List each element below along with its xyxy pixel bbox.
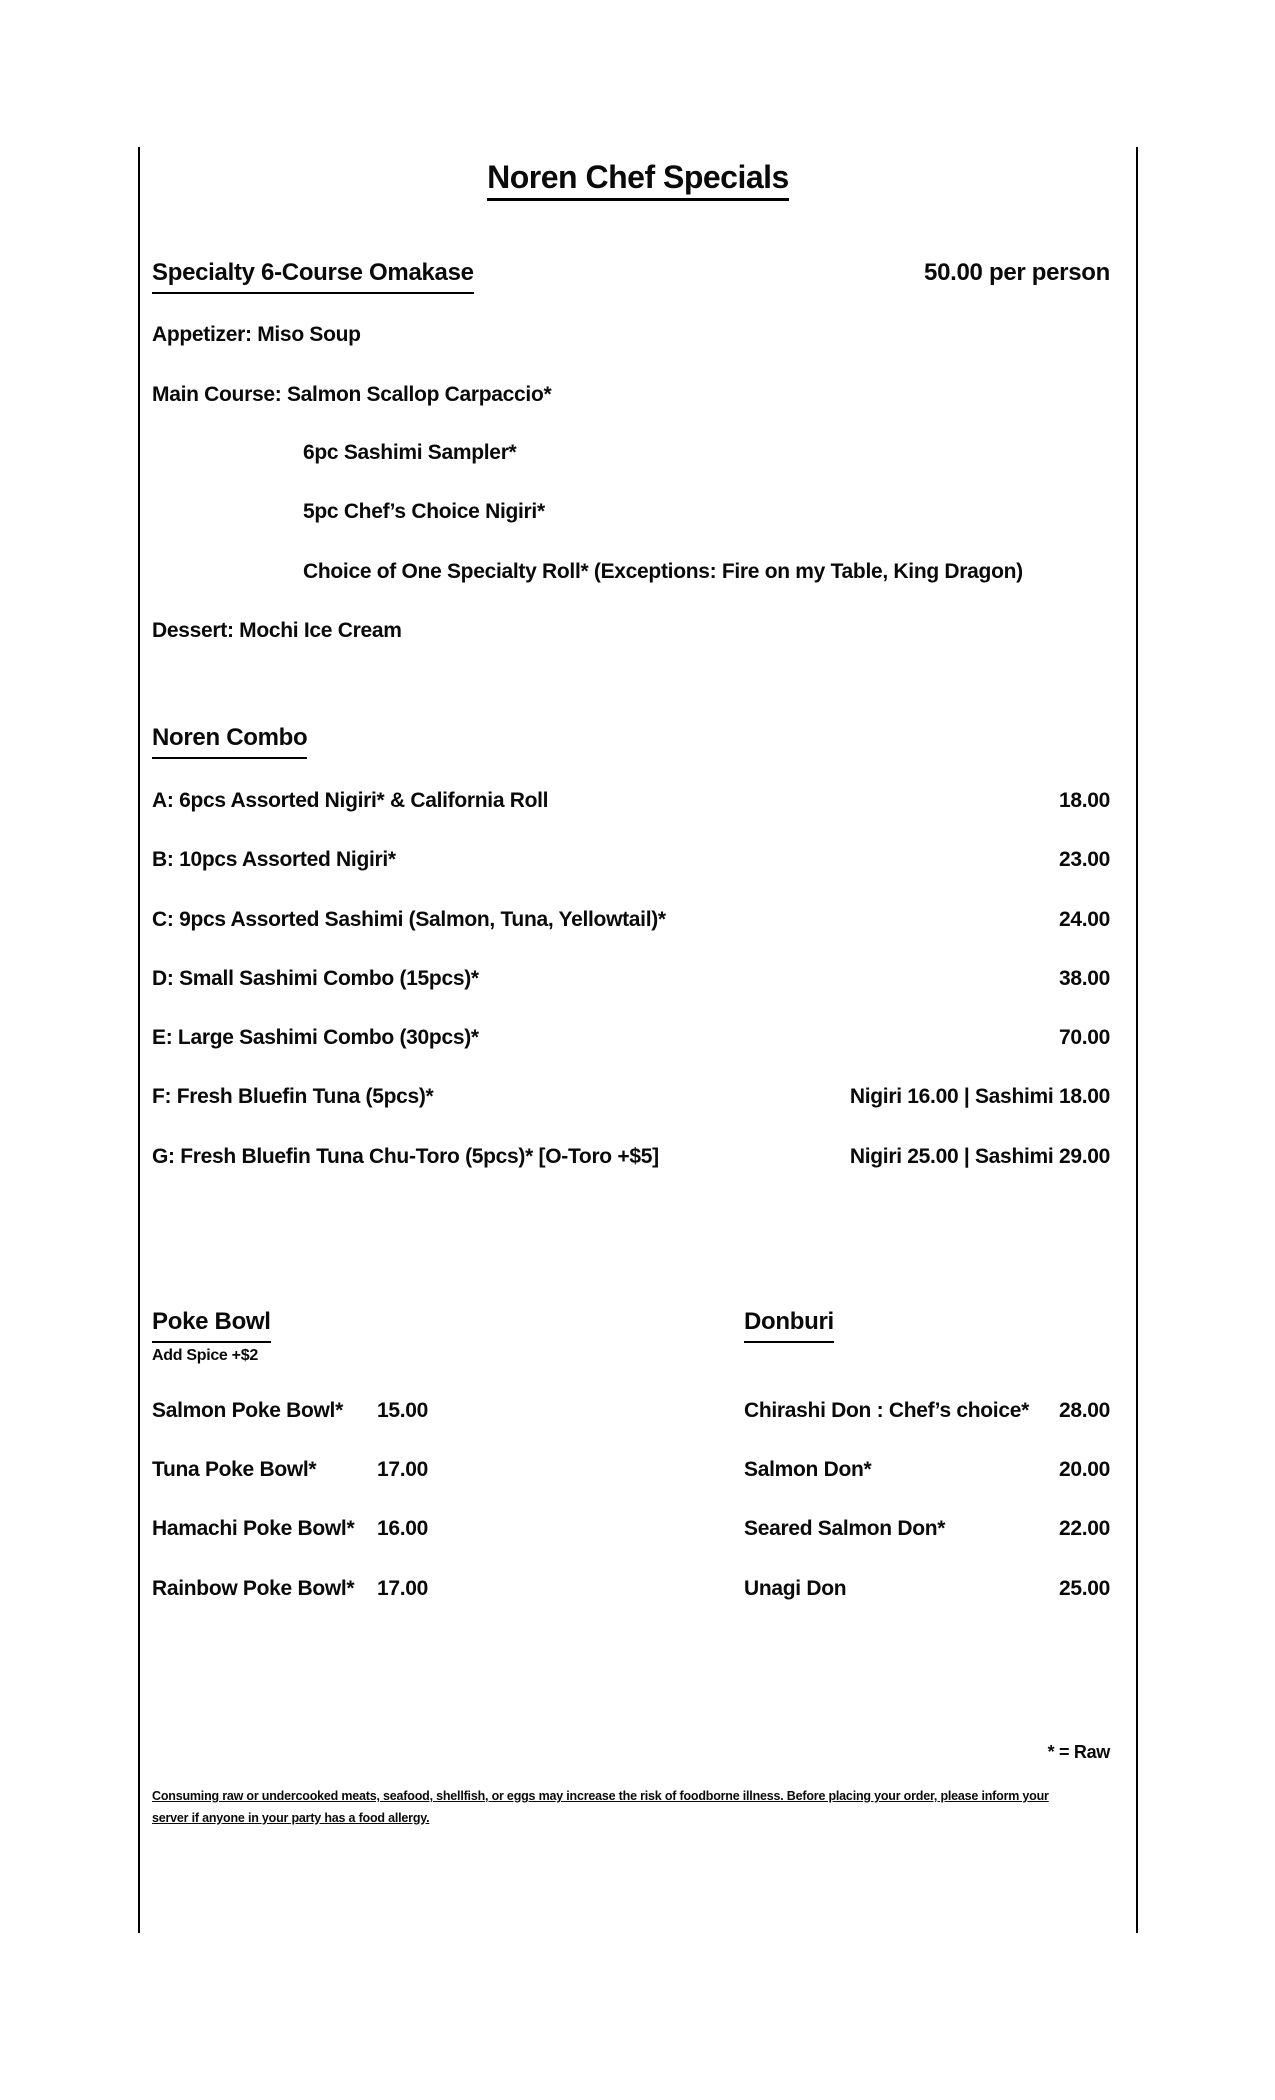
item-name: C: 9pcs Assorted Sashimi (Salmon, Tuna, Yellowtail)* bbox=[152, 908, 666, 931]
menu-item-row bbox=[152, 1083, 1110, 1111]
item-name: A: 6pcs Assorted Nigiri* & California Roll bbox=[152, 789, 549, 812]
allergy-disclaimer-line1: Consuming raw or undercooked meats, seafood, shellfish, or eggs may increase the risk of foodborne illness. Before placing your order, please inform your bbox=[152, 1789, 1049, 1803]
omakase-line-text: Dessert: Mochi Ice Cream bbox=[152, 619, 402, 642]
item-name: E: Large Sashimi Combo (30pcs)* bbox=[152, 1026, 479, 1049]
omakase-line bbox=[152, 498, 1110, 526]
omakase-line-text: Choice of One Specialty Roll* (Exceptions: Fire on my Table, King Dragon) bbox=[303, 560, 1023, 583]
omakase-line bbox=[152, 558, 1110, 586]
donburi-item-name: Seared Salmon Don* bbox=[744, 1517, 946, 1540]
omakase-heading-row bbox=[152, 257, 1110, 294]
poke-note: Add Spice +$2 bbox=[152, 1347, 258, 1364]
omakase-line bbox=[152, 381, 1110, 409]
donburi-heading: Donburi bbox=[744, 1306, 834, 1343]
omakase-line-text: Main Course: Salmon Scallop Carpaccio* bbox=[152, 383, 552, 406]
donburi-item bbox=[744, 1575, 1110, 1603]
omakase-line bbox=[152, 321, 1110, 349]
menu-item-row bbox=[152, 787, 1110, 815]
combo-heading-row bbox=[152, 722, 1110, 759]
menu-item-row bbox=[152, 846, 1110, 874]
page-title-text: Noren Chef Specials bbox=[487, 159, 789, 201]
item-price: 18.00 bbox=[1058, 789, 1110, 812]
omakase-price-note: 50.00 per person bbox=[924, 259, 1110, 286]
donburi-item-price: 25.00 bbox=[1058, 1577, 1110, 1600]
item-price: 70.00 bbox=[1058, 1026, 1110, 1049]
donburi-item-name: Unagi Don bbox=[744, 1577, 847, 1600]
item-price: Nigiri 25.00 | Sashimi 29.00 bbox=[849, 1145, 1110, 1168]
allergy-disclaimer bbox=[152, 1785, 1117, 1829]
item-name: D: Small Sashimi Combo (15pcs)* bbox=[152, 967, 479, 990]
item-name: B: 10pcs Assorted Nigiri* bbox=[152, 848, 396, 871]
donburi-item-price: 28.00 bbox=[1058, 1399, 1110, 1422]
item-name: F: Fresh Bluefin Tuna (5pcs)* bbox=[152, 1085, 434, 1108]
menu-item-row bbox=[152, 1143, 1110, 1171]
donburi-item-name: Salmon Don* bbox=[744, 1458, 872, 1481]
item-price: 24.00 bbox=[1058, 908, 1110, 931]
donburi-item bbox=[744, 1456, 1110, 1484]
poke-heading: Poke Bowl bbox=[152, 1306, 271, 1343]
combo-heading: Noren Combo bbox=[152, 722, 307, 759]
omakase-line bbox=[152, 439, 1110, 467]
menu-content-frame bbox=[138, 147, 1138, 1933]
omakase-line bbox=[152, 617, 1110, 645]
menu-item-row bbox=[152, 965, 1110, 993]
poke-item-price: 17.00 bbox=[377, 1577, 429, 1600]
omakase-heading: Specialty 6-Course Omakase bbox=[152, 257, 474, 294]
donburi-item-name: Chirashi Don : Chef’s choice* bbox=[744, 1399, 1029, 1422]
page-title bbox=[140, 155, 1136, 199]
poke-item-name: Tuna Poke Bowl* bbox=[152, 1458, 317, 1481]
donburi-item bbox=[744, 1515, 1110, 1543]
poke-donburi-heading-row bbox=[152, 1306, 1110, 1343]
poke-item-price: 17.00 bbox=[377, 1458, 429, 1481]
allergy-disclaimer-line2: server if anyone in your party has a food allergy. bbox=[152, 1811, 430, 1825]
donburi-item bbox=[744, 1397, 1110, 1425]
poke-item-price: 15.00 bbox=[377, 1399, 429, 1422]
omakase-line-text: 6pc Sashimi Sampler* bbox=[303, 441, 517, 464]
omakase-line-text: 5pc Chef’s Choice Nigiri* bbox=[303, 500, 545, 523]
item-price: 38.00 bbox=[1058, 967, 1110, 990]
poke-item-name: Hamachi Poke Bowl* bbox=[152, 1517, 355, 1540]
poke-item-name: Rainbow Poke Bowl* bbox=[152, 1577, 355, 1600]
menu-item-row bbox=[152, 906, 1110, 934]
donburi-item-price: 22.00 bbox=[1058, 1517, 1110, 1540]
item-price: Nigiri 16.00 | Sashimi 18.00 bbox=[849, 1085, 1110, 1108]
donburi-item-price: 20.00 bbox=[1058, 1458, 1110, 1481]
item-name: G: Fresh Bluefin Tuna Chu-Toro (5pcs)* [O-Toro +$5] bbox=[152, 1145, 659, 1168]
omakase-line-text: Appetizer: Miso Soup bbox=[152, 323, 361, 346]
menu-item-row bbox=[152, 1024, 1110, 1052]
poke-item-price: 16.00 bbox=[377, 1517, 429, 1540]
item-price: 23.00 bbox=[1058, 848, 1110, 871]
raw-legend: * = Raw bbox=[1047, 1742, 1110, 1762]
poke-item-name: Salmon Poke Bowl* bbox=[152, 1399, 343, 1422]
